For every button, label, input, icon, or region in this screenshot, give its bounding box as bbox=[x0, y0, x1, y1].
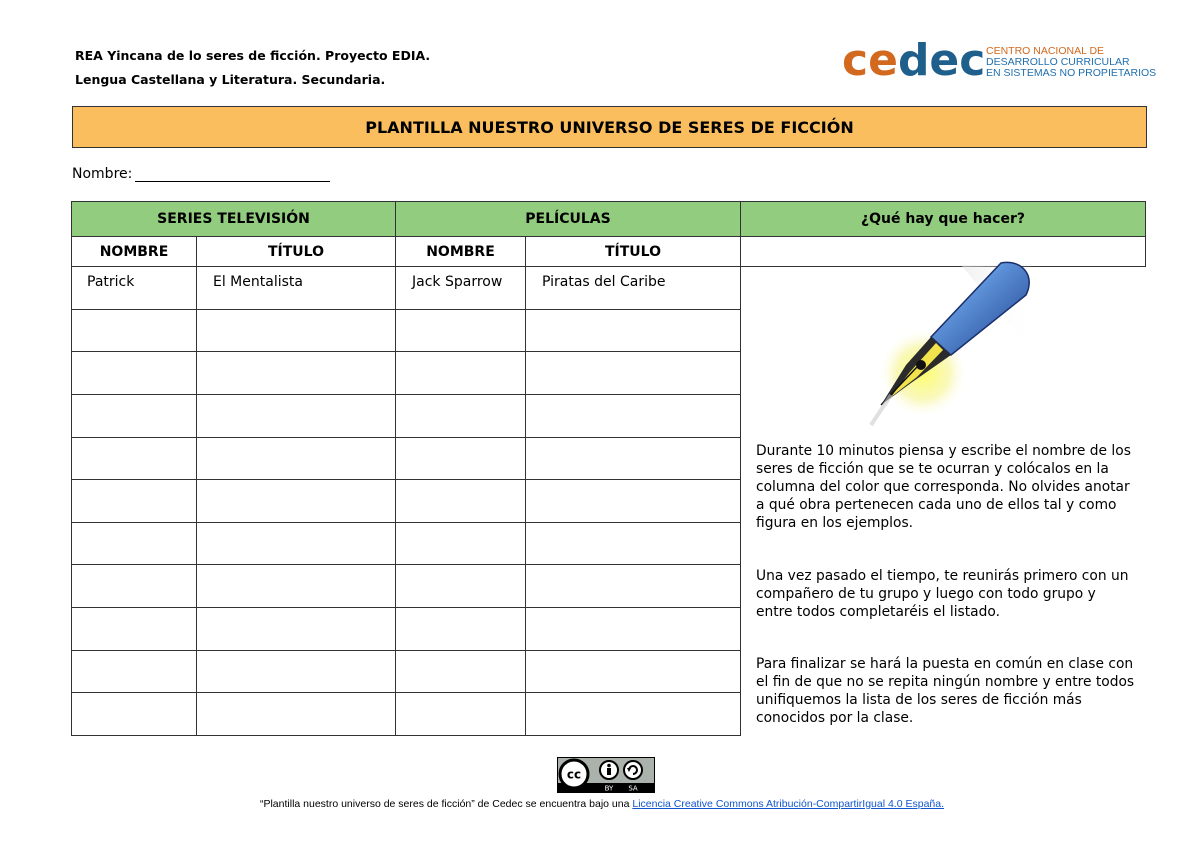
series-name-cell[interactable] bbox=[72, 352, 197, 395]
series-name-cell[interactable] bbox=[72, 693, 197, 736]
movie-name-cell[interactable] bbox=[396, 394, 526, 437]
movie-title-cell[interactable] bbox=[526, 693, 741, 736]
header-movies: PELÍCULAS bbox=[396, 202, 741, 237]
movie-name-cell[interactable] bbox=[396, 522, 526, 565]
template-title: PLANTILLA NUESTRO UNIVERSO DE SERES DE FICCIÓN bbox=[365, 117, 854, 137]
series-title-cell[interactable] bbox=[197, 693, 396, 736]
movie-title-cell[interactable] bbox=[526, 437, 741, 480]
fountain-pen-icon bbox=[851, 255, 1041, 430]
sa-label: SA bbox=[628, 784, 638, 793]
license-footer bbox=[0, 798, 1204, 810]
header-what-to-do: ¿Qué hay que hacer? bbox=[741, 202, 1146, 237]
series-name-cell[interactable] bbox=[72, 608, 197, 651]
svg-text:cc: cc bbox=[566, 767, 582, 782]
subheader-movie-title: TÍTULO bbox=[526, 237, 741, 267]
cedec-logo-word: cedec bbox=[842, 35, 986, 86]
movie-title-cell[interactable] bbox=[526, 522, 741, 565]
movie-name-cell[interactable] bbox=[396, 650, 526, 693]
document-header-line2: Lengua Castellana y Literatura. Secundaria. bbox=[75, 72, 386, 87]
license-link[interactable]: Licencia Creative Commons Atribución-CompartirIgual 4.0 España. bbox=[632, 798, 945, 810]
movie-name-cell[interactable] bbox=[396, 309, 526, 352]
movie-title-cell[interactable]: Piratas del Caribe bbox=[526, 267, 741, 310]
instructions-paragraph-1: Durante 10 minutos piensa y escribe el nombre de los seres de ficción que se te ocurran y colócalos en la columna del color que corresponda. No olvides anotar a qué obra pertenecen cada uno de ellos tal y como figura en los ejemplos. bbox=[756, 443, 1131, 531]
series-title-cell[interactable] bbox=[197, 565, 396, 608]
series-name-cell[interactable] bbox=[72, 309, 197, 352]
series-title-cell[interactable] bbox=[197, 650, 396, 693]
name-blank-line[interactable] bbox=[135, 167, 330, 182]
license-text: “Plantilla nuestro universo de seres de ficción” de Cedec se encuentra bajo una bbox=[259, 798, 633, 810]
movie-title-cell[interactable] bbox=[526, 608, 741, 651]
instructions-paragraph-2: Una vez pasado el tiempo, te reunirás primero con un compañero de tu grupo y luego con todo grupo y entre todos completaréis el listado. bbox=[756, 568, 1129, 620]
sa-icon bbox=[624, 761, 642, 779]
subheader-series-title: TÍTULO bbox=[197, 237, 396, 267]
creative-commons-badge[interactable] bbox=[557, 757, 655, 793]
name-field bbox=[72, 166, 330, 182]
subheader-series-name: NOMBRE bbox=[72, 237, 197, 267]
movie-name-cell[interactable]: Jack Sparrow bbox=[396, 267, 526, 310]
series-name-cell[interactable] bbox=[72, 650, 197, 693]
subheader-movie-name: NOMBRE bbox=[396, 237, 526, 267]
name-label: Nombre: bbox=[72, 166, 133, 182]
series-title-cell[interactable] bbox=[197, 352, 396, 395]
series-name-cell[interactable] bbox=[72, 480, 197, 523]
instructions-paragraph-3: Para finalizar se hará la puesta en común en clase con el fin de que no se repita ningún nombre y entre todos unifiquemos la lista de los seres de ficción más conocidos por la clase. bbox=[756, 656, 1135, 726]
movie-name-cell[interactable] bbox=[396, 693, 526, 736]
series-name-cell[interactable]: Patrick bbox=[72, 267, 197, 310]
movie-name-cell[interactable] bbox=[396, 437, 526, 480]
movie-title-cell[interactable] bbox=[526, 309, 741, 352]
document-header-line1: REA Yincana de lo seres de ficción. Proyecto EDIA. bbox=[75, 48, 431, 63]
series-title-cell[interactable] bbox=[197, 394, 396, 437]
series-title-cell[interactable] bbox=[197, 480, 396, 523]
series-title-cell[interactable]: El Mentalista bbox=[197, 267, 396, 310]
fiction-beings-table bbox=[71, 201, 1146, 736]
series-title-cell[interactable] bbox=[197, 437, 396, 480]
movie-name-cell[interactable] bbox=[396, 480, 526, 523]
movie-title-cell[interactable] bbox=[526, 352, 741, 395]
cc-icon bbox=[560, 760, 588, 788]
series-name-cell[interactable] bbox=[72, 565, 197, 608]
movie-title-cell[interactable] bbox=[526, 565, 741, 608]
by-icon bbox=[600, 761, 618, 779]
movie-name-cell[interactable] bbox=[396, 565, 526, 608]
movie-title-cell[interactable] bbox=[526, 650, 741, 693]
cedec-logo bbox=[842, 35, 1157, 88]
template-title-banner bbox=[72, 106, 1147, 148]
series-title-cell[interactable] bbox=[197, 309, 396, 352]
movie-title-cell[interactable] bbox=[526, 480, 741, 523]
movie-name-cell[interactable] bbox=[396, 352, 526, 395]
movie-title-cell[interactable] bbox=[526, 394, 741, 437]
instructions-cell bbox=[741, 237, 1146, 726]
series-title-cell[interactable] bbox=[197, 608, 396, 651]
series-title-cell[interactable] bbox=[197, 522, 396, 565]
header-series-tv: SERIES TELEVISIÓN bbox=[72, 202, 396, 237]
logo-subtitle-2: DESARROLLO CURRICULAR bbox=[986, 56, 1130, 68]
series-name-cell[interactable] bbox=[72, 394, 197, 437]
logo-subtitle-3: EN SISTEMAS NO PROPIETARIOS bbox=[986, 67, 1157, 79]
series-name-cell[interactable] bbox=[72, 522, 197, 565]
series-name-cell[interactable] bbox=[72, 437, 197, 480]
by-label: BY bbox=[604, 784, 614, 793]
movie-name-cell[interactable] bbox=[396, 608, 526, 651]
logo-subtitle-1: CENTRO NACIONAL DE bbox=[986, 45, 1105, 57]
